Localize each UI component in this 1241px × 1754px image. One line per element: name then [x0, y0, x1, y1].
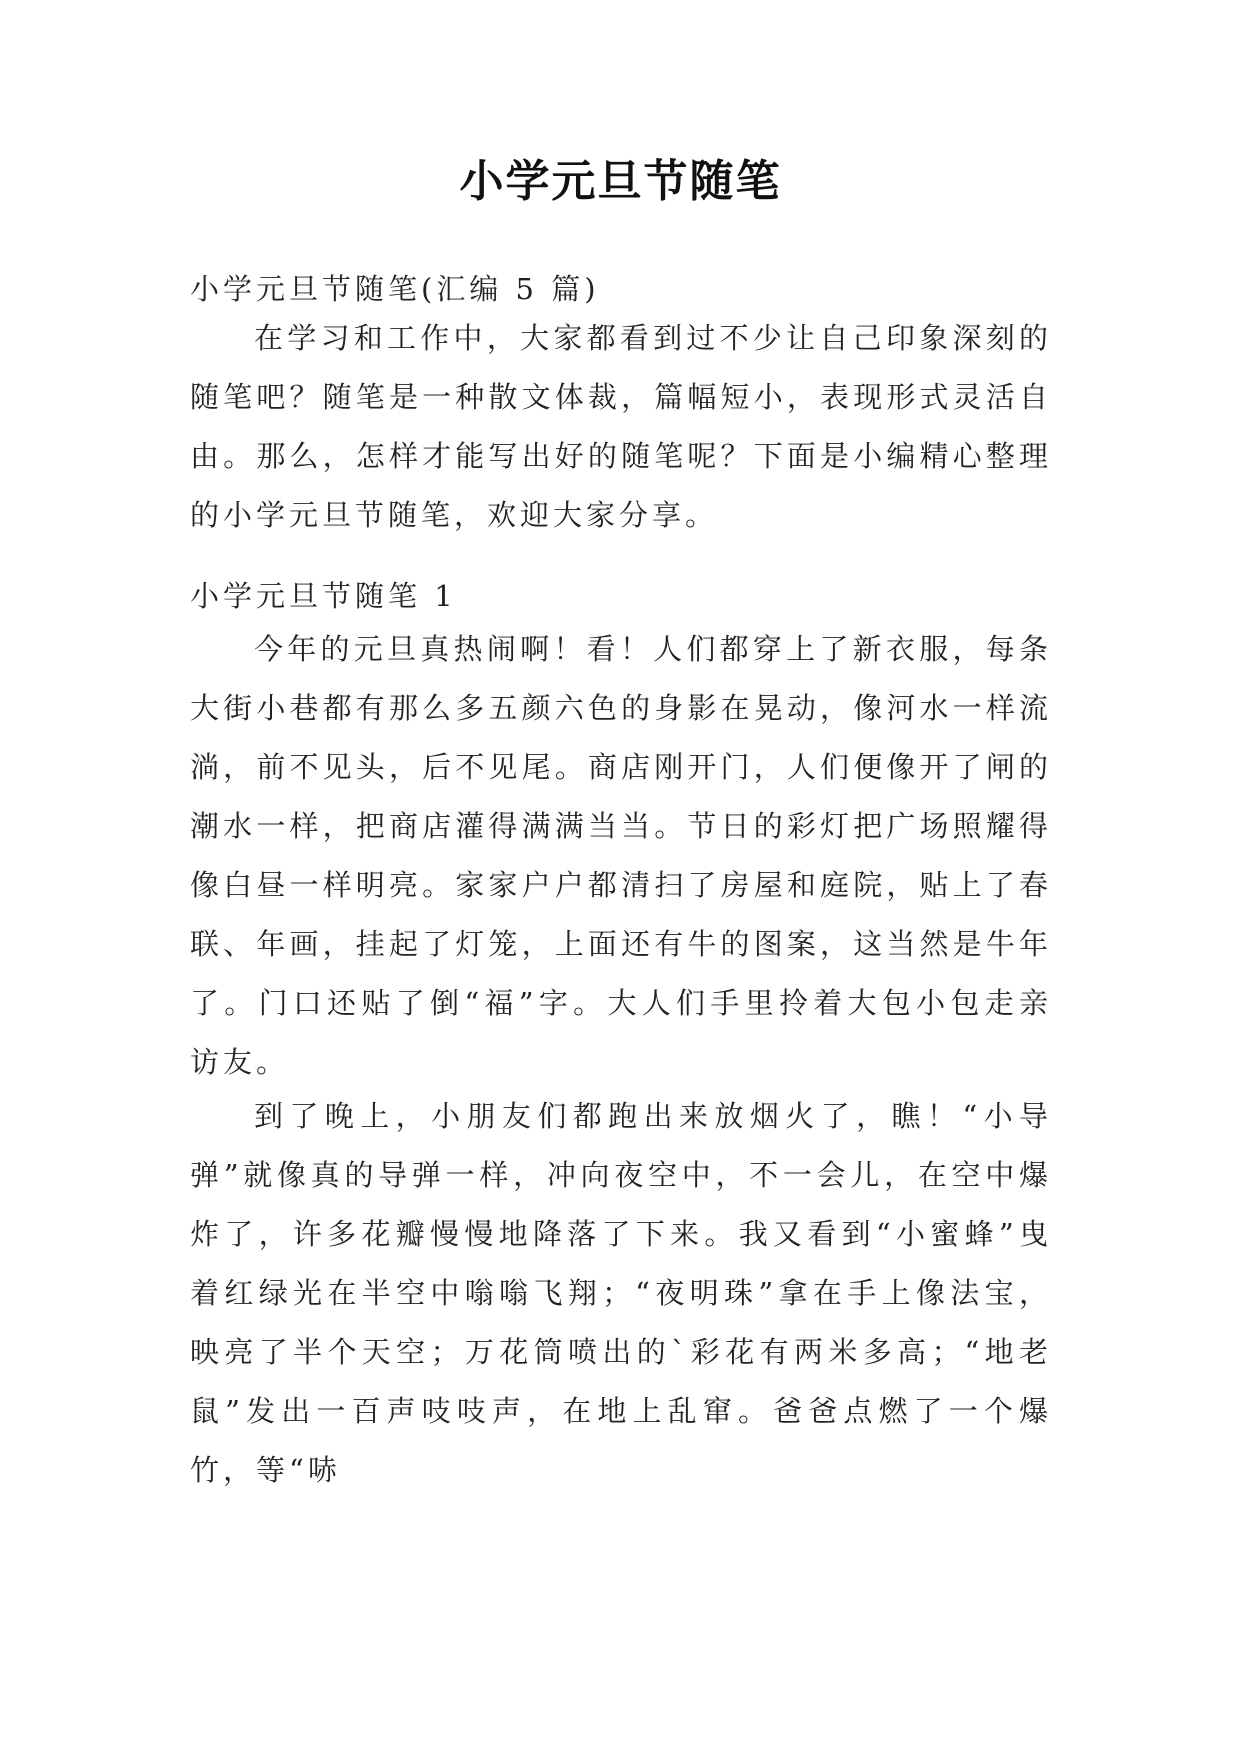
section1-paragraph-2: 到了晚上，小朋友们都跑出来放烟火了，瞧！“小导弹”就像真的导弹一样，冲向夜空中，不一会儿，在空中爆炸了，许多花瓣慢慢地降落了下来。我又看到“小蜜蜂”曳着红绿光在半空中嗡嗡飞翔；“夜明珠”拿在手上像法宝，映亮了半个天空；万花筒喷出的`彩花有两米多高；“地老鼠”发出一百声吱吱声，在地上乱窜。爸爸点燃了一个爆竹，等“哧 — [190, 1099, 1052, 1487]
document-title: 小学元旦节随笔 — [459, 156, 782, 207]
document-subtitle: 小学元旦节随笔(汇编 5 篇) — [190, 272, 600, 306]
section1-heading: 小学元旦节随笔 1 — [190, 579, 457, 613]
section1-paragraph-1: 今年的元旦真热闹啊！看！人们都穿上了新衣服，每条大街小巷都有那么多五颜六色的身影在晃动，像河水一样流淌，前不见头，后不见尾。商店刚开门，人们便像开了闸的潮水一样，把商店灌得满满当当。节日的彩灯把广场照耀得像白昼一样明亮。家家户户都清扫了房屋和庭院，贴上了春联、年画，挂起了灯笼，上面还有牛的图案，这当然是牛年了。门口还贴了倒“福”字。大人们手里拎着大包小包走亲访友。 — [190, 632, 1052, 1079]
intro-paragraph: 在学习和工作中，大家都看到过不少让自己印象深刻的随笔吧？随笔是一种散文体裁，篇幅短小，表现形式灵活自由。那么，怎样才能写出好的随笔呢？下面是小编精心整理的小学元旦节随笔，欢迎大家分享。 — [190, 321, 1052, 532]
